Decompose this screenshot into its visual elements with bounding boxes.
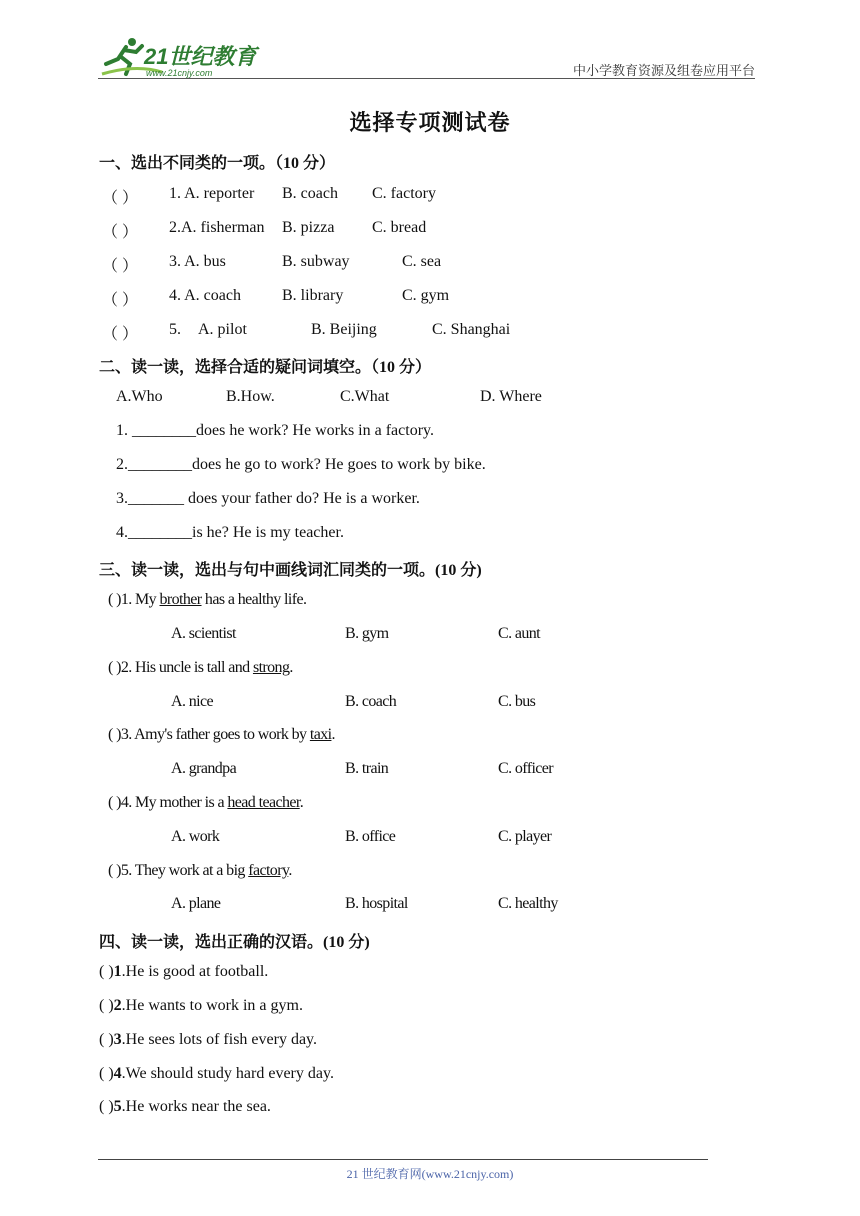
section3-heading: 三、读一读，选出与句中画线词汇同类的一项。(10 分) — [99, 562, 482, 579]
question-text: .He sees lots of fish every day. — [121, 1031, 318, 1048]
answer-paren: ( ) — [108, 794, 121, 811]
underlined-word: strong — [252, 659, 290, 676]
s3-q2-sentence — [108, 659, 293, 677]
s3-q4-b: B. office — [345, 828, 396, 845]
answer-paren: ( ) — [108, 659, 121, 676]
s1-q1-a: 1. A. reporter — [169, 185, 255, 202]
s4-q1 — [99, 963, 268, 981]
s3-q3-b: B. train — [345, 760, 389, 777]
s3-q5-sentence — [108, 862, 292, 880]
s1-q5-a: A. pilot — [198, 321, 247, 338]
s2-q4: 4.________is he? He is my teacher. — [116, 524, 344, 541]
s3-q3-sentence — [108, 726, 335, 744]
s3-q1-b: B. gym — [345, 625, 389, 642]
question-text: .We should study hard every day. — [121, 1065, 334, 1082]
answer-paren: ( ) — [99, 1098, 114, 1115]
s2-q3: 3._______ does your father do? He is a worker. — [116, 490, 420, 507]
s1-q4-paren: （ ） — [102, 292, 139, 309]
s1-q4-b: B. library — [282, 287, 344, 304]
s2-option-a: A.Who — [116, 388, 163, 405]
s3-q5-b: B. hospital — [345, 895, 408, 912]
s3-q5-c: C. healthy — [498, 895, 558, 912]
s4-q5 — [99, 1098, 271, 1116]
question-number: 1 — [113, 963, 122, 980]
s1-q3-c: C. sea — [402, 253, 442, 270]
s4-q4 — [99, 1065, 334, 1083]
s3-q4-sentence — [108, 794, 303, 812]
section4-heading: 四、读一读，选出正确的汉语。(10 分) — [99, 934, 370, 951]
question-text: .He wants to work in a gym. — [121, 997, 303, 1014]
section1-heading: 一、选出不同类的一项。（10 分） — [99, 155, 336, 172]
s1-q1-c: C. factory — [372, 185, 436, 202]
header-divider — [98, 78, 755, 79]
s1-q1-b: B. coach — [282, 185, 338, 202]
s1-q5-b: B. Beijing — [311, 321, 377, 338]
s3-q3-c: C. officer — [498, 760, 554, 777]
s3-q5-a: A. plane — [171, 895, 221, 912]
s2-option-b: B.How. — [226, 388, 275, 405]
s1-q3-b: B. subway — [282, 253, 350, 270]
s3-q3-a: A. grandpa — [171, 760, 237, 777]
answer-paren: ( ) — [108, 862, 121, 879]
answer-paren: ( ) — [99, 1065, 114, 1082]
s1-q4-a: 4. A. coach — [169, 287, 241, 304]
s3-q2-c: C. bus — [498, 693, 536, 710]
logo-url: www.21cnjy.com — [146, 68, 213, 78]
s1-q5-paren: （ ） — [102, 326, 139, 343]
s3-q4-a: A. work — [171, 828, 220, 845]
s1-q3-paren: （ ） — [102, 258, 139, 275]
question-text: .He works near the sea. — [121, 1098, 271, 1115]
page-title: 选择专项测试卷 — [349, 110, 511, 135]
logo-text: 21世纪教育 — [144, 44, 257, 69]
answer-paren: ( ) — [99, 1031, 114, 1048]
s3-q4-c: C. player — [498, 828, 552, 845]
sentence-pre: 3. Amy's father goes to work by — [120, 726, 310, 743]
s1-q2-a: 2.A. fisherman — [169, 219, 265, 236]
site-logo — [96, 34, 266, 78]
answer-paren: ( ) — [108, 591, 121, 608]
sentence-pre: 5. They work at a big — [120, 862, 249, 879]
sentence-post: . — [289, 659, 293, 676]
s2-option-d: D. Where — [480, 388, 542, 405]
sentence-pre: 1. My — [120, 591, 160, 608]
s1-q2-b: B. pizza — [282, 219, 335, 236]
question-number: 4 — [113, 1065, 122, 1082]
s1-q3-a: 3. A. bus — [169, 253, 226, 270]
runner-logo-icon — [96, 34, 266, 78]
underlined-word: taxi — [309, 726, 332, 743]
underlined-word: head teacher — [227, 794, 300, 811]
question-number: 3 — [113, 1031, 122, 1048]
footer-divider — [98, 1159, 708, 1160]
sentence-post: . — [288, 862, 292, 879]
s4-q3 — [99, 1031, 317, 1049]
underlined-word: brother — [159, 591, 202, 608]
s4-q2 — [99, 997, 303, 1015]
section2-heading: 二、读一读，选择合适的疑问词填空。（10 分） — [99, 359, 432, 376]
sentence-pre: 2. His uncle is tall and — [120, 659, 253, 676]
s1-q2-c: C. bread — [372, 219, 427, 236]
s1-q1-paren: （ ） — [102, 190, 139, 207]
s3-q2-b: B. coach — [345, 693, 397, 710]
s1-q4-c: C. gym — [402, 287, 450, 304]
sentence-post: . — [299, 794, 304, 811]
sentence-pre: 4. My mother is a — [120, 794, 228, 811]
s1-q2-paren: （ ） — [102, 224, 139, 241]
s3-q1-sentence — [108, 591, 306, 609]
s1-q5-num: 5. — [169, 321, 181, 338]
answer-paren: ( ) — [108, 726, 121, 743]
sentence-post: has a healthy life. — [201, 591, 307, 608]
question-number: 5 — [113, 1098, 122, 1115]
answer-paren: ( ) — [99, 963, 114, 980]
s3-q1-c: C. aunt — [498, 625, 541, 642]
question-number: 2 — [113, 997, 122, 1014]
question-text: .He is good at football. — [121, 963, 269, 980]
s2-q2: 2.________does he go to work? He goes to work by bike. — [116, 456, 486, 473]
s1-q5-c: C. Shanghai — [432, 321, 511, 338]
footer-text: 21 世纪教育网(www.21cnjy.com) — [346, 1167, 514, 1181]
s2-option-c: C.What — [340, 388, 390, 405]
s3-q2-a: A. nice — [171, 693, 214, 710]
underlined-word: factory — [248, 862, 289, 879]
s2-q1: 1. ________does he work? He works in a factory. — [116, 422, 434, 439]
sentence-post: . — [331, 726, 335, 743]
s3-q1-a: A. scientist — [171, 625, 236, 642]
answer-paren: ( ) — [99, 997, 114, 1014]
site-tagline: 中小学教育资源及组卷应用平台 — [572, 63, 755, 78]
